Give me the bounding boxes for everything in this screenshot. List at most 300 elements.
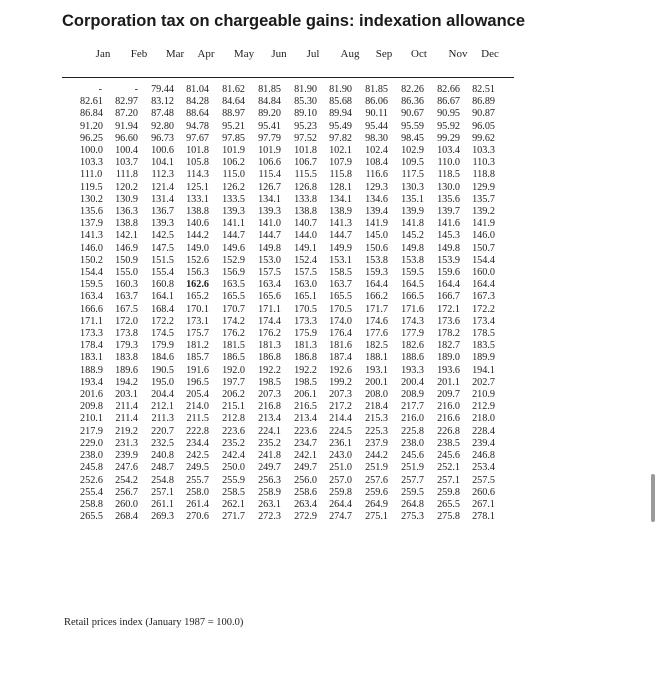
- table-cell-sep: 145.0: [365, 230, 388, 242]
- table-cell-feb: 91.94: [115, 120, 138, 132]
- table-cell-jun: 186.8: [258, 352, 281, 364]
- row-padding: [495, 279, 511, 291]
- table-cell-nov: 275.8: [437, 511, 460, 523]
- table-cell-jul: 140.7: [294, 218, 317, 230]
- table-cell-jul: 157.5: [294, 267, 317, 279]
- table-row: [80, 133, 511, 145]
- table-cell-feb: 189.6: [115, 364, 138, 376]
- month-header-aug: Aug: [340, 48, 360, 60]
- table-cell-may: 95.21: [222, 120, 245, 132]
- table-cell-may: 258.5: [222, 486, 245, 498]
- table-cell-dec: 141.9: [472, 218, 495, 230]
- table-cell-sep: 86.06: [365, 96, 388, 108]
- table-cell-mar: 96.73: [151, 132, 174, 144]
- table-cell-jan: 210.1: [80, 413, 103, 425]
- table-cell-aug: 251.0: [329, 462, 352, 474]
- table-row: [80, 169, 511, 181]
- table-cell-nov: 130.0: [437, 181, 460, 193]
- table-cell-dec: 160.0: [472, 267, 495, 279]
- table-cell-oct: 159.5: [401, 267, 424, 279]
- table-cell-apr: 173.1: [186, 315, 209, 327]
- row-padding: [495, 96, 511, 108]
- table-cell-nov: 141.6: [437, 218, 460, 230]
- table-row: [80, 96, 511, 108]
- table-cell-jul: 258.6: [294, 486, 317, 498]
- table-cell-may: 81.62: [222, 84, 245, 95]
- table-cell-aug: 243.0: [329, 450, 352, 462]
- table-cell-mar: 131.4: [151, 193, 174, 205]
- table-cell-jul: 138.8: [294, 206, 317, 218]
- table-cell-nov: 178.2: [437, 328, 460, 340]
- table-cell-nov: 149.8: [437, 242, 460, 254]
- table-cell-sep: 208.0: [365, 389, 388, 401]
- table-cell-may: 181.5: [222, 340, 245, 352]
- table-cell-jul: 165.1: [294, 291, 317, 303]
- table-cell-sep: 95.44: [365, 120, 388, 132]
- table-cell-oct: 174.3: [401, 315, 424, 327]
- table-cell-feb: 211.4: [115, 413, 138, 425]
- table-cell-apr: 101.8: [186, 145, 209, 157]
- table-row: [80, 340, 511, 352]
- table-cell-feb: 183.8: [115, 352, 138, 364]
- table-cell-mar: 100.6: [151, 145, 174, 157]
- table-cell-sep: 81.85: [365, 84, 388, 95]
- table-cell-jul: 186.8: [294, 352, 317, 364]
- table-cell-jul: 152.4: [294, 254, 317, 266]
- month-header-jul: Jul: [306, 48, 320, 60]
- table-row: [80, 194, 511, 206]
- row-padding: [495, 243, 511, 255]
- table-cell-sep: 251.9: [365, 462, 388, 474]
- row-padding: [495, 145, 511, 157]
- row-padding: [495, 462, 511, 474]
- table-cell-jul: 242.1: [294, 450, 317, 462]
- table-cell-feb: 172.0: [115, 315, 138, 327]
- table-cell-may: 192.0: [222, 364, 245, 376]
- table-cell-may: 115.0: [222, 169, 245, 181]
- table-cell-nov: 164.4: [437, 279, 460, 291]
- table-cell-mar: 139.3: [151, 218, 174, 230]
- table-cell-nov: 193.6: [437, 364, 460, 376]
- table-cell-jan: 141.3: [80, 230, 103, 242]
- table-cell-jan: 188.9: [80, 364, 103, 376]
- table-cell-jul: 213.4: [294, 413, 317, 425]
- table-cell-jan: 154.4: [80, 267, 103, 279]
- table-row: [80, 352, 511, 364]
- table-cell-aug: 81.90: [329, 84, 352, 95]
- table-cell-oct: 130.3: [401, 181, 424, 193]
- table-cell-mar: 240.8: [151, 450, 174, 462]
- table-cell-sep: 200.1: [365, 376, 388, 388]
- table-cell-oct: 98.45: [401, 132, 424, 144]
- table-row: [80, 218, 511, 230]
- table-cell-oct: 193.3: [401, 364, 424, 376]
- table-cell-nov: 226.8: [437, 425, 460, 437]
- table-cell-dec: 96.05: [472, 120, 495, 132]
- table-cell-jul: 149.1: [294, 242, 317, 254]
- table-cell-jan: 163.4: [80, 291, 103, 303]
- table-cell-apr: 249.5: [186, 462, 209, 474]
- table-cell-aug: 174.0: [329, 315, 352, 327]
- table-cell-jun: 258.9: [258, 486, 281, 498]
- table-cell-dec: 99.62: [472, 132, 495, 144]
- table-cell-apr: 156.3: [186, 267, 209, 279]
- table-cell-feb: 82.97: [115, 96, 138, 108]
- table-cell-apr: 165.2: [186, 291, 209, 303]
- table-row: [80, 426, 511, 438]
- table-cell-oct: 251.9: [401, 462, 424, 474]
- table-cell-sep: 171.7: [365, 303, 388, 315]
- table-cell-dec: 278.1: [472, 511, 495, 523]
- table-cell-mar: 248.7: [151, 462, 174, 474]
- month-header-nov: Nov: [448, 48, 468, 60]
- table-cell-jul: 198.5: [294, 376, 317, 388]
- table-cell-nov: 166.7: [437, 291, 460, 303]
- table-cell-oct: 217.7: [401, 401, 424, 413]
- table-row: [80, 377, 511, 389]
- month-header-jan: Jan: [95, 48, 111, 60]
- table-cell-oct: 171.6: [401, 303, 424, 315]
- table-cell-dec: 139.2: [472, 206, 495, 218]
- table-cell-jun: 126.7: [258, 181, 281, 193]
- table-cell-apr: 270.6: [186, 511, 209, 523]
- table-cell-mar: 79.44: [151, 84, 174, 95]
- table-cell-sep: 259.6: [365, 486, 388, 498]
- table-cell-jul: 163.0: [294, 279, 317, 291]
- table-cell-jul: 249.7: [294, 462, 317, 474]
- table-cell-nov: 245.6: [437, 450, 460, 462]
- table-cell-jun: 95.41: [258, 120, 281, 132]
- table-cell-apr: 185.7: [186, 352, 209, 364]
- table-cell-jun: 181.3: [258, 340, 281, 352]
- table-row: [80, 291, 511, 303]
- table-cell-feb: 103.7: [115, 157, 138, 169]
- table-cell-jun: 89.20: [258, 108, 281, 120]
- table-cell-jul: 170.5: [294, 303, 317, 315]
- table-cell-jun: 144.7: [258, 230, 281, 242]
- row-padding: [495, 511, 511, 523]
- table-cell-jul: 85.30: [294, 96, 317, 108]
- table-cell-feb: 87.20: [115, 108, 138, 120]
- table-cell-oct: 135.1: [401, 193, 424, 205]
- table-cell-oct: 259.5: [401, 486, 424, 498]
- table-cell-sep: 139.4: [365, 206, 388, 218]
- table-cell-aug: 170.5: [329, 303, 352, 315]
- table-cell-dec: 194.1: [472, 364, 495, 376]
- table-cell-apr: 196.5: [186, 376, 209, 388]
- row-padding: [495, 218, 511, 230]
- table-cell-feb: -: [134, 84, 138, 95]
- table-cell-sep: 108.4: [365, 157, 388, 169]
- table-cell-aug: 187.4: [329, 352, 352, 364]
- table-cell-apr: 181.2: [186, 340, 209, 352]
- table-cell-jun: 141.0: [258, 218, 281, 230]
- month-header-oct: Oct: [411, 48, 427, 60]
- table-cell-aug: 149.9: [329, 242, 352, 254]
- table-cell-oct: 149.8: [401, 242, 424, 254]
- table-cell-nov: 86.67: [437, 96, 460, 108]
- table-cell-mar: 92.80: [151, 120, 174, 132]
- table-cell-oct: 117.5: [401, 169, 424, 181]
- table-cell-jun: 81.85: [258, 84, 281, 95]
- table-cell-may: 235.2: [222, 437, 245, 449]
- table-cell-feb: 163.7: [115, 291, 138, 303]
- row-padding: [495, 413, 511, 425]
- table-row: [80, 243, 511, 255]
- month-header-may: May: [233, 48, 255, 60]
- table-cell-jun: 198.5: [258, 376, 281, 388]
- table-cell-jun: 134.1: [258, 193, 281, 205]
- table-cell-mar: 179.9: [151, 340, 174, 352]
- table-cell-jan: -: [98, 84, 102, 95]
- table-cell-oct: 86.36: [401, 96, 424, 108]
- table-cell-nov: 139.7: [437, 206, 460, 218]
- table-cell-may: 152.9: [222, 254, 245, 266]
- table-cell-mar: 172.2: [151, 315, 174, 327]
- table-cell-aug: 97.82: [329, 132, 352, 144]
- table-cell-jul: 133.8: [294, 193, 317, 205]
- header-rule: [62, 77, 514, 78]
- table-cell-jun: 165.6: [258, 291, 281, 303]
- table-cell-may: 97.85: [222, 132, 245, 144]
- table-cell-jul: 206.1: [294, 389, 317, 401]
- table-cell-may: 144.7: [222, 230, 245, 242]
- table-cell-jun: 272.3: [258, 511, 281, 523]
- table-cell-may: 271.7: [222, 511, 245, 523]
- table-cell-feb: 142.1: [115, 230, 138, 242]
- row-padding: [495, 438, 511, 450]
- table-cell-aug: 192.6: [329, 364, 352, 376]
- table-cell-jul: 101.8: [294, 145, 317, 157]
- table-row: [80, 413, 511, 425]
- table-cell-sep: 98.30: [365, 132, 388, 144]
- table-cell-feb: 256.7: [115, 486, 138, 498]
- table-row: [80, 475, 511, 487]
- table-cell-mar: 184.6: [151, 352, 174, 364]
- table-cell-aug: 138.9: [329, 206, 352, 218]
- table-cell-jul: 126.8: [294, 181, 317, 193]
- table-cell-sep: 141.9: [365, 218, 388, 230]
- table-cell-oct: 245.6: [401, 450, 424, 462]
- table-cell-sep: 134.6: [365, 193, 388, 205]
- table-row: [80, 462, 511, 474]
- table-cell-feb: 138.8: [115, 218, 138, 230]
- table-cell-mar: 174.5: [151, 328, 174, 340]
- table-cell-may: 197.7: [222, 376, 245, 388]
- table-row: [80, 499, 511, 511]
- table-cell-dec: 164.4: [472, 279, 495, 291]
- row-padding: [495, 352, 511, 364]
- table-cell-jan: 82.61: [80, 96, 103, 108]
- table-cell-nov: 172.1: [437, 303, 460, 315]
- table-cell-may: 242.4: [222, 450, 245, 462]
- table-cell-apr: 114.3: [186, 169, 209, 181]
- table-cell-oct: 182.6: [401, 340, 424, 352]
- table-cell-sep: 164.4: [365, 279, 388, 291]
- table-cell-jul: 223.6: [294, 425, 317, 437]
- table-cell-apr: 133.1: [186, 193, 209, 205]
- table-cell-apr: 255.7: [186, 474, 209, 486]
- table-cell-mar: 220.7: [151, 425, 174, 437]
- table-cell-dec: 189.9: [472, 352, 495, 364]
- table-cell-sep: 150.6: [365, 242, 388, 254]
- table-cell-feb: 268.4: [115, 511, 138, 523]
- table-cell-feb: 150.9: [115, 254, 138, 266]
- month-header-jun: Jun: [271, 48, 287, 60]
- table-row: [80, 511, 511, 523]
- table-cell-aug: 224.5: [329, 425, 352, 437]
- table-cell-mar: 195.0: [151, 376, 174, 388]
- row-padding: [495, 328, 511, 340]
- table-cell-jan: 130.2: [80, 193, 103, 205]
- table-cell-sep: 275.1: [365, 511, 388, 523]
- table-cell-jun: 176.2: [258, 328, 281, 340]
- table-cell-aug: 163.7: [329, 279, 352, 291]
- table-cell-jun: 213.4: [258, 413, 281, 425]
- row-padding: [495, 316, 511, 328]
- table-cell-sep: 116.6: [365, 169, 388, 181]
- table-cell-aug: 207.3: [329, 389, 352, 401]
- table-cell-apr: 152.6: [186, 254, 209, 266]
- table-cell-dec: 202.7: [472, 376, 495, 388]
- table-cell-may: 149.6: [222, 242, 245, 254]
- table-cell-feb: 120.2: [115, 181, 138, 193]
- scrollbar-thumb[interactable]: [651, 474, 655, 522]
- month-header-feb: Feb: [130, 48, 148, 60]
- table-cell-jan: 178.4: [80, 340, 103, 352]
- table-cell-apr: 149.0: [186, 242, 209, 254]
- row-padding: [495, 157, 511, 169]
- table-cell-sep: 177.6: [365, 328, 388, 340]
- table-row: [80, 438, 511, 450]
- table-cell-nov: 209.7: [437, 389, 460, 401]
- table-cell-jun: 115.4: [258, 169, 281, 181]
- row-padding: [495, 377, 511, 389]
- table-cell-mar: 142.5: [151, 230, 174, 242]
- table-cell-nov: 95.92: [437, 120, 460, 132]
- table-cell-oct: 139.9: [401, 206, 424, 218]
- table-cell-mar: 121.4: [151, 181, 174, 193]
- table-cell-feb: 211.4: [115, 401, 138, 413]
- table-cell-mar: 83.12: [151, 96, 174, 108]
- table-cell-nov: 201.1: [437, 376, 460, 388]
- table-cell-may: 170.7: [222, 303, 245, 315]
- table-cell-may: 176.2: [222, 328, 245, 340]
- table-cell-jun: 192.2: [258, 364, 281, 376]
- row-padding: [495, 487, 511, 499]
- month-header-dec: Dec: [481, 48, 499, 60]
- table-cell-jun: 101.9: [258, 145, 281, 157]
- table-cell-jan: 265.5: [80, 511, 103, 523]
- table-cell-jan: 91.20: [80, 120, 103, 132]
- table-cell-dec: 146.0: [472, 230, 495, 242]
- table-cell-dec: 90.87: [472, 108, 495, 120]
- table-cell-dec: 103.3: [472, 145, 495, 157]
- table-cell-mar: 164.1: [151, 291, 174, 303]
- table-cell-may: 139.3: [222, 206, 245, 218]
- table-cell-may: 88.97: [222, 108, 245, 120]
- row-padding: [495, 499, 511, 511]
- table-cell-may: 206.2: [222, 389, 245, 401]
- table-cell-apr: 170.1: [186, 303, 209, 315]
- table-cell-mar: 212.1: [151, 401, 174, 413]
- table-cell-mar: 204.4: [151, 389, 174, 401]
- table-cell-aug: 199.2: [329, 376, 352, 388]
- table-cell-jan: 201.6: [80, 389, 103, 401]
- table-cell-feb: 260.0: [115, 498, 138, 510]
- table-cell-dec: 173.4: [472, 315, 495, 327]
- row-padding: [495, 169, 511, 181]
- table-cell-nov: 238.5: [437, 437, 460, 449]
- table-cell-oct: 275.3: [401, 511, 424, 523]
- table-cell-sep: 218.4: [365, 401, 388, 413]
- table-cell-jul: 95.23: [294, 120, 317, 132]
- table-cell-nov: 90.95: [437, 108, 460, 120]
- table-cell-oct: 200.4: [401, 376, 424, 388]
- table-cell-aug: 181.6: [329, 340, 352, 352]
- table-cell-sep: 159.3: [365, 267, 388, 279]
- table-cell-apr: 105.8: [186, 157, 209, 169]
- table-cell-apr: 205.4: [186, 389, 209, 401]
- table-cell-jun: 153.0: [258, 254, 281, 266]
- table-cell-nov: 189.0: [437, 352, 460, 364]
- table-cell-aug: 176.4: [329, 328, 352, 340]
- table-cell-oct: 238.0: [401, 437, 424, 449]
- table-cell-jul: 216.5: [294, 401, 317, 413]
- table-cell-mar: 147.5: [151, 242, 174, 254]
- table-cell-dec: 150.7: [472, 242, 495, 254]
- table-cell-jul: 192.2: [294, 364, 317, 376]
- table-cell-jan: 86.84: [80, 108, 103, 120]
- row-padding: [495, 291, 511, 303]
- table-cell-may: 156.9: [222, 267, 245, 279]
- table-cell-jan: 245.8: [80, 462, 103, 474]
- table-cell-mar: 232.5: [151, 437, 174, 449]
- table-cell-mar: 269.3: [151, 511, 174, 523]
- footnote: Retail prices index (January 1987 = 100.0): [64, 617, 244, 628]
- table-cell-apr: 242.5: [186, 450, 209, 462]
- table-cell-aug: 144.7: [329, 230, 352, 242]
- table-cell-feb: 231.3: [115, 437, 138, 449]
- table-cell-aug: 85.68: [329, 96, 352, 108]
- table-cell-nov: 82.66: [437, 84, 460, 95]
- table-cell-aug: 95.49: [329, 120, 352, 132]
- table-cell-jun: 235.2: [258, 437, 281, 449]
- table-cell-aug: 264.4: [329, 498, 352, 510]
- table-cell-nov: 99.29: [437, 132, 460, 144]
- table-cell-jan: 209.8: [80, 401, 103, 413]
- table-cell-dec: 212.9: [472, 401, 495, 413]
- table-cell-mar: 261.1: [151, 498, 174, 510]
- table-cell-jun: 106.6: [258, 157, 281, 169]
- table-cell-mar: 190.5: [151, 364, 174, 376]
- table-cell-jul: 106.7: [294, 157, 317, 169]
- table-cell-apr: 214.0: [186, 401, 209, 413]
- table-cell-jul: 175.9: [294, 328, 317, 340]
- table-cell-aug: 153.1: [329, 254, 352, 266]
- table-cell-feb: 146.9: [115, 242, 138, 254]
- row-padding: [495, 133, 511, 145]
- table-row: [80, 316, 511, 328]
- table-cell-mar: 87.48: [151, 108, 174, 120]
- month-header-sep: Sep: [375, 48, 393, 60]
- table-cell-sep: 129.3: [365, 181, 388, 193]
- table-cell-feb: 194.2: [115, 376, 138, 388]
- table-cell-jul: 263.4: [294, 498, 317, 510]
- table-cell-jun: 84.84: [258, 96, 281, 108]
- row-padding: [495, 267, 511, 279]
- table-cell-jul: 81.90: [294, 84, 317, 95]
